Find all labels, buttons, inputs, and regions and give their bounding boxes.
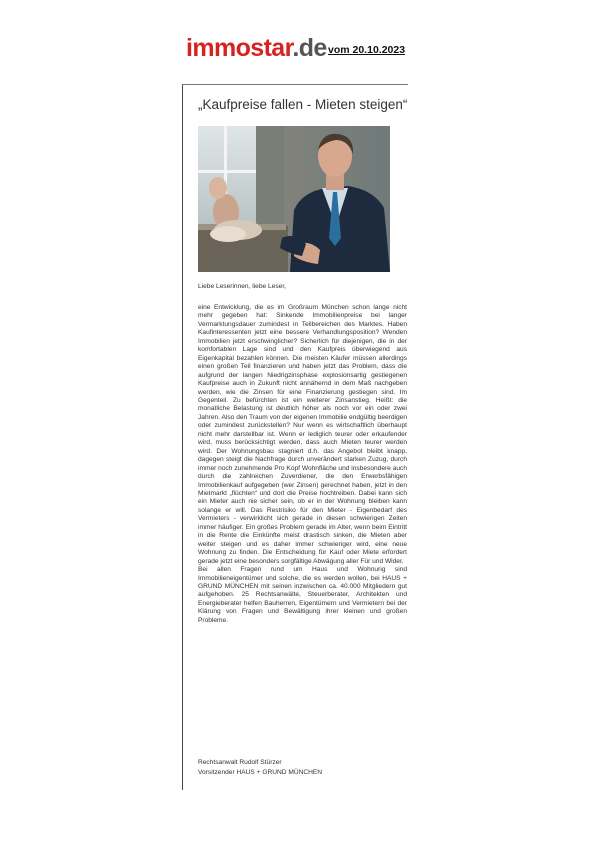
body-paragraph: eine Entwicklung, die es im Großraum München schon lange nicht mehr gegeben hat: Sinkende Immobilienpreise bei langer Vermarktungsdauer zumindest in Teilbereichen des Marktes. Haben Kaufinteressenten jetzt eine bessere Verhandlungsposition? Wenden Immobilien jetzt erschwinglicher? Sicherlich für diejenigen, die in der komfortablen Lage sind und den Kaufpreis überwiegend aus Eigenkapital bezahlen können. Die meisten Käufer müssen allerdings einen großen Teil finanzieren und haben jetzt das Problem, dass die aufgrund der langen Niedrigzinsphase explosionsartig gestiegenen Kaufpreise auch in Zukunft nicht annähernd in dem Maß nachgeben werden, wie die Zinsen für eine Finanzierung gestiegen sind. Im Gegenteil. Zu befürchten ist ein weiterer Zinsanstieg. Heißt: die monatliche Belastung ist deutlich höher als noch vor ein oder zwei Jahren. Also den Traum von der eigenen Immobilie endgültig beerdigen oder zumindest zurückstellen? Nur wenn es wirtschaftlich überhaupt nicht mehr darstellbar ist. Wenn er lediglich teurer oder erkaufender wird, muss berücksichtigt werden, dass auch Mieten teurer werden wird. Der Wohnungsbau stagniert d.h. das Angebot bleibt knapp, dagegen steigt die Nachfrage durch unverändert starken Zuzug, durch immer noch zunehmende Pro Kopf Wohnfläche und insbesondere auch durch die zahlreichen Zuverdiener, die den Erwerbsfähigen Immobilienkauf aufgegeben (wer Zinsen) gerechnet haben, jetzt in den Mietmarkt „flüchten“ und dort die Preise hochtreiben. Dabei kann sich ein Mieter auch nie sicher sein, ob er in der Wohnung bleiben kann solange er will. Das Restrisiko für den Mieter - Eigenbedarf des Vermieters - verwirklicht sich gerade in diesen schwierigen Zeiten immer häufiger. Ein großes Problem gerade im Alter, wenn beim Eintritt in die Rente die Einkünfte meist drastisch sinken, die Mieten aber weiter steigen und es daher immer schwieriger wird, eine neue Wohnung zu finden. Die Entscheidung für Kauf oder Miete erfordert gerade jetzt eine besonders sorgfältige Abwägung aller Für und Wider. <box>198 304 407 565</box>
salutation: Liebe Leserinnen, liebe Leser, <box>198 283 286 290</box>
author-photo <box>198 126 390 272</box>
column-rule-horizontal <box>182 84 408 85</box>
column-rule-vertical <box>182 84 183 790</box>
author-photo-illustration <box>198 126 390 272</box>
article-headline: „Kaufpreise fallen - Mieten steigen“ <box>198 97 408 112</box>
logo-text-star: star <box>250 34 293 62</box>
logo-text-immo: immo <box>186 34 251 62</box>
logo-text-domain: .de <box>292 34 327 62</box>
signature-title: Vorsitzender HAUS + GRUND MÜNCHEN <box>198 769 323 777</box>
signature-name: Rechtsanwalt Rudolf Stürzer <box>198 759 282 766</box>
body-paragraph: Bei allen Fragen rund um Haus und Wohnung sind Immobilieneigentümer und solche, die es werden wollen, bei HAUS + GRUND MÜNCHEN mit seinen inzwischen ca. 40.000 Mitgliedern gut aufgehoben. 25 Rechtsanwälte, Steuerberater, Architekten und Energieberater helfen Bauherren, Eigentümern und Vermietern bei der Klärung von Fragen und Bewältigung ihrer kleinen und großen Probleme. <box>198 566 407 624</box>
publication-date: vom 20.10.2023 <box>328 44 406 56</box>
immostar-logo <box>186 34 327 62</box>
signature <box>198 758 408 779</box>
article-body <box>198 304 407 625</box>
